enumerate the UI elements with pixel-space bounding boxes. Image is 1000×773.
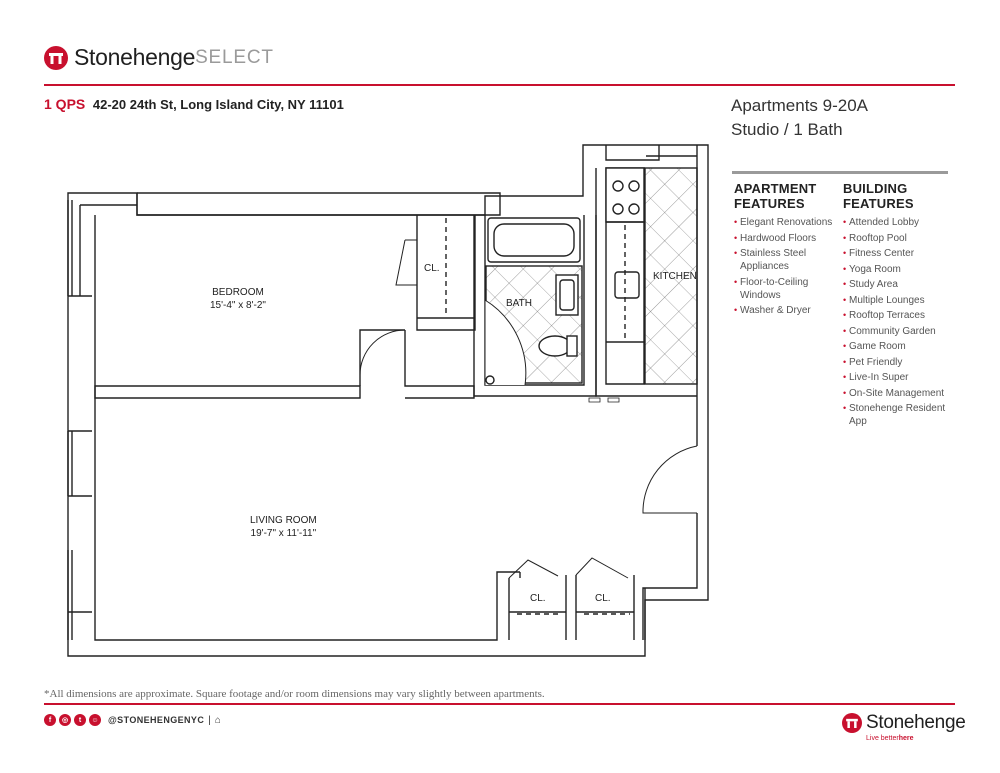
unit-address: 42-20 24th St, Long Island City, NY 11101: [92, 97, 344, 112]
brand-name: Stonehenge: [74, 44, 196, 70]
bedroom-closet-label: CL.: [424, 263, 440, 274]
building-feature-item: • Community Garden: [843, 325, 953, 338]
tagline: Live betterhere: [866, 735, 914, 742]
bedroom-label: BEDROOM 15'-4" x 8'-2": [210, 287, 266, 311]
building-feature-item: • Attended Lobby: [843, 216, 953, 229]
living-closet-1-label: CL.: [530, 593, 546, 604]
apartment-feature-item: • Floor-to-Ceiling Windows: [734, 276, 838, 302]
building-features-heading: BUILDING FEATURES: [843, 181, 914, 211]
bath-label: BATH: [506, 298, 532, 309]
snapchat-icon[interactable]: ☺: [89, 714, 101, 726]
twitter-icon[interactable]: t: [74, 714, 86, 726]
dimensions-footnote: *All dimensions are approximate. Square footage and/or room dimensions may vary slightly between apartments.: [44, 688, 545, 700]
unit-code: 1 QPS: [44, 96, 86, 112]
equal-housing-icon: ⌂: [214, 714, 221, 726]
facebook-icon[interactable]: f: [44, 714, 56, 726]
apartment-subtitle: Studio / 1 Bath: [731, 120, 843, 139]
footer-separator: |: [208, 714, 211, 726]
building-feature-item: • Fitness Center: [843, 247, 953, 260]
building-feature-item: • Pet Friendly: [843, 356, 953, 369]
living-closet-2-label: CL.: [595, 593, 611, 604]
stonehenge-logo-icon: [842, 713, 862, 733]
apartment-feature-item: • Hardwood Floors: [734, 232, 838, 245]
apartment-feature-item: • Stainless Steel Appliances: [734, 247, 838, 273]
apartment-feature-item: • Washer & Dryer: [734, 304, 838, 317]
building-feature-item: • Rooftop Terraces: [843, 309, 953, 322]
building-feature-item: • Yoga Room: [843, 263, 953, 276]
building-feature-item: • Multiple Lounges: [843, 294, 953, 307]
kitchen-label: KITCHEN: [653, 271, 697, 282]
apartment-title: Apartments 9-20A: [731, 96, 869, 115]
social-bar: [44, 714, 221, 726]
building-feature-item: • Live-In Super: [843, 371, 953, 384]
building-feature-item: • Study Area: [843, 278, 953, 291]
footer-brand-name: Stonehenge: [866, 712, 966, 733]
footer-logo: [842, 712, 966, 742]
brand-select: SELECT: [195, 46, 274, 68]
building-feature-item: • On-Site Management: [843, 387, 953, 400]
building-feature-item: • Game Room: [843, 340, 953, 353]
apartment-feature-item: • Elegant Renovations: [734, 216, 838, 229]
social-handle[interactable]: @STONEHENGENYC: [108, 715, 205, 725]
footer-rule: [44, 703, 955, 705]
building-feature-item: • Rooftop Pool: [843, 232, 953, 245]
instagram-icon[interactable]: ◎: [59, 714, 71, 726]
living-room-label: LIVING ROOM 19'-7" x 11'-11": [250, 515, 317, 539]
building-feature-item: • Stonehenge Resident App: [843, 402, 953, 428]
apartment-features-heading: APARTMENT FEATURES: [734, 181, 817, 211]
